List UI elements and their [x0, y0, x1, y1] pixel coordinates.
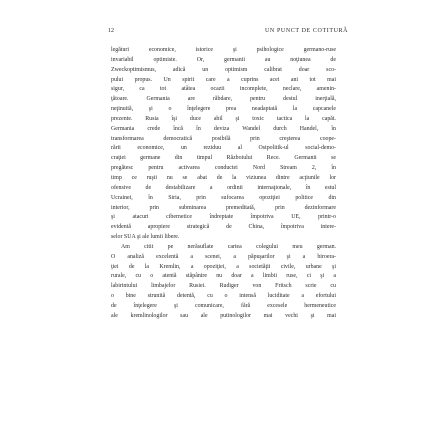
text-line: selor SUA şi ale lumii libere. [111, 234, 180, 241]
text-line: evidentă apropiere strategică de China, împotriva intere- [111, 224, 336, 231]
text-line: rării economice, un reziduu al Ostpolitik-ul social-demo- [111, 145, 336, 152]
text-line: ofensive de destabilizare a ordinii internaţionale, în estul [111, 184, 336, 191]
text-line: invariabil optimiste. Or, germanii au noţiunea de [111, 56, 336, 63]
text-line: rurale, cu o atentă stăpânire nu doar a limbii ruse, ci şi a [111, 273, 336, 280]
text-line: interior, prin subminarea premeditată, prin dezinformare [111, 204, 336, 211]
text-line: o bine strunită detentă, cu o intensă luciditate a efortului [111, 293, 336, 300]
text-line: sigur, ca tot atâtea ocazii incomplete, neclare, amenin- [111, 86, 336, 93]
text-line: ţiei de la Kremlin, a opoziţiei, a societăţii civile, urbane şi [111, 263, 336, 270]
text-line: pregătesc pentru activarea conductei Nord Stream 2, în [111, 165, 336, 172]
text-line: craţiei germane din timpul Războiului Rece. Germanii se [111, 155, 336, 162]
text-line: prezente. Rusia îşi duce abil şi toxic tactica la capăt. [111, 115, 336, 122]
text-line: transformarea democratică posibilă prin creşterea coope- [111, 135, 336, 142]
text-line: O analiză excelentă a scenei, a păpuşarilor şi a biroera- [111, 253, 336, 260]
text-line: Ucrainei, în Siria, prin sufocarea opoziţiei politice din [111, 194, 336, 201]
page-number: 12 [108, 28, 114, 34]
book-title: UN PUNCT DE COTITURĂ [265, 28, 349, 34]
text-line: de înţelegere şi comunicare, fără excesele hermeneutice [111, 302, 336, 309]
text-line: pului propus. Un spirit care a cuprins acei ani tot mai [111, 76, 336, 83]
text-line: labirintului limbajelor Rusiei. Rudiger von Fritsch scrie cu [111, 283, 336, 290]
text-line: Germania crede încă în deviza Wandel durch Handel, în [111, 125, 336, 132]
text-line: legături economice, istorice şi psihologice germano-ruse [111, 47, 336, 53]
text-line: Am citit pe nerăsuflate cartea colegului meu german. [121, 243, 336, 250]
text-line: ţătoare. Germania are răbdare, pentru destul inerţială, [111, 96, 336, 103]
text-line: timp ce ruşii nu se abat de la viziunea dintre acţiunile lor [111, 174, 336, 181]
text-line: neţinuită, şi o înţelegere prea neadaptată la capcanele [111, 106, 336, 113]
text-line: Zweckoptimismus, adică un optimism calibrat doar sco- [111, 66, 336, 73]
text-line: şi atacuri cibernetice îndreptate împotriva UE, printr-o [111, 214, 336, 221]
body-text [111, 46, 336, 322]
text-line: ale kremlinologilor sau ale putinologilor mai vechi şi mai [111, 312, 336, 319]
